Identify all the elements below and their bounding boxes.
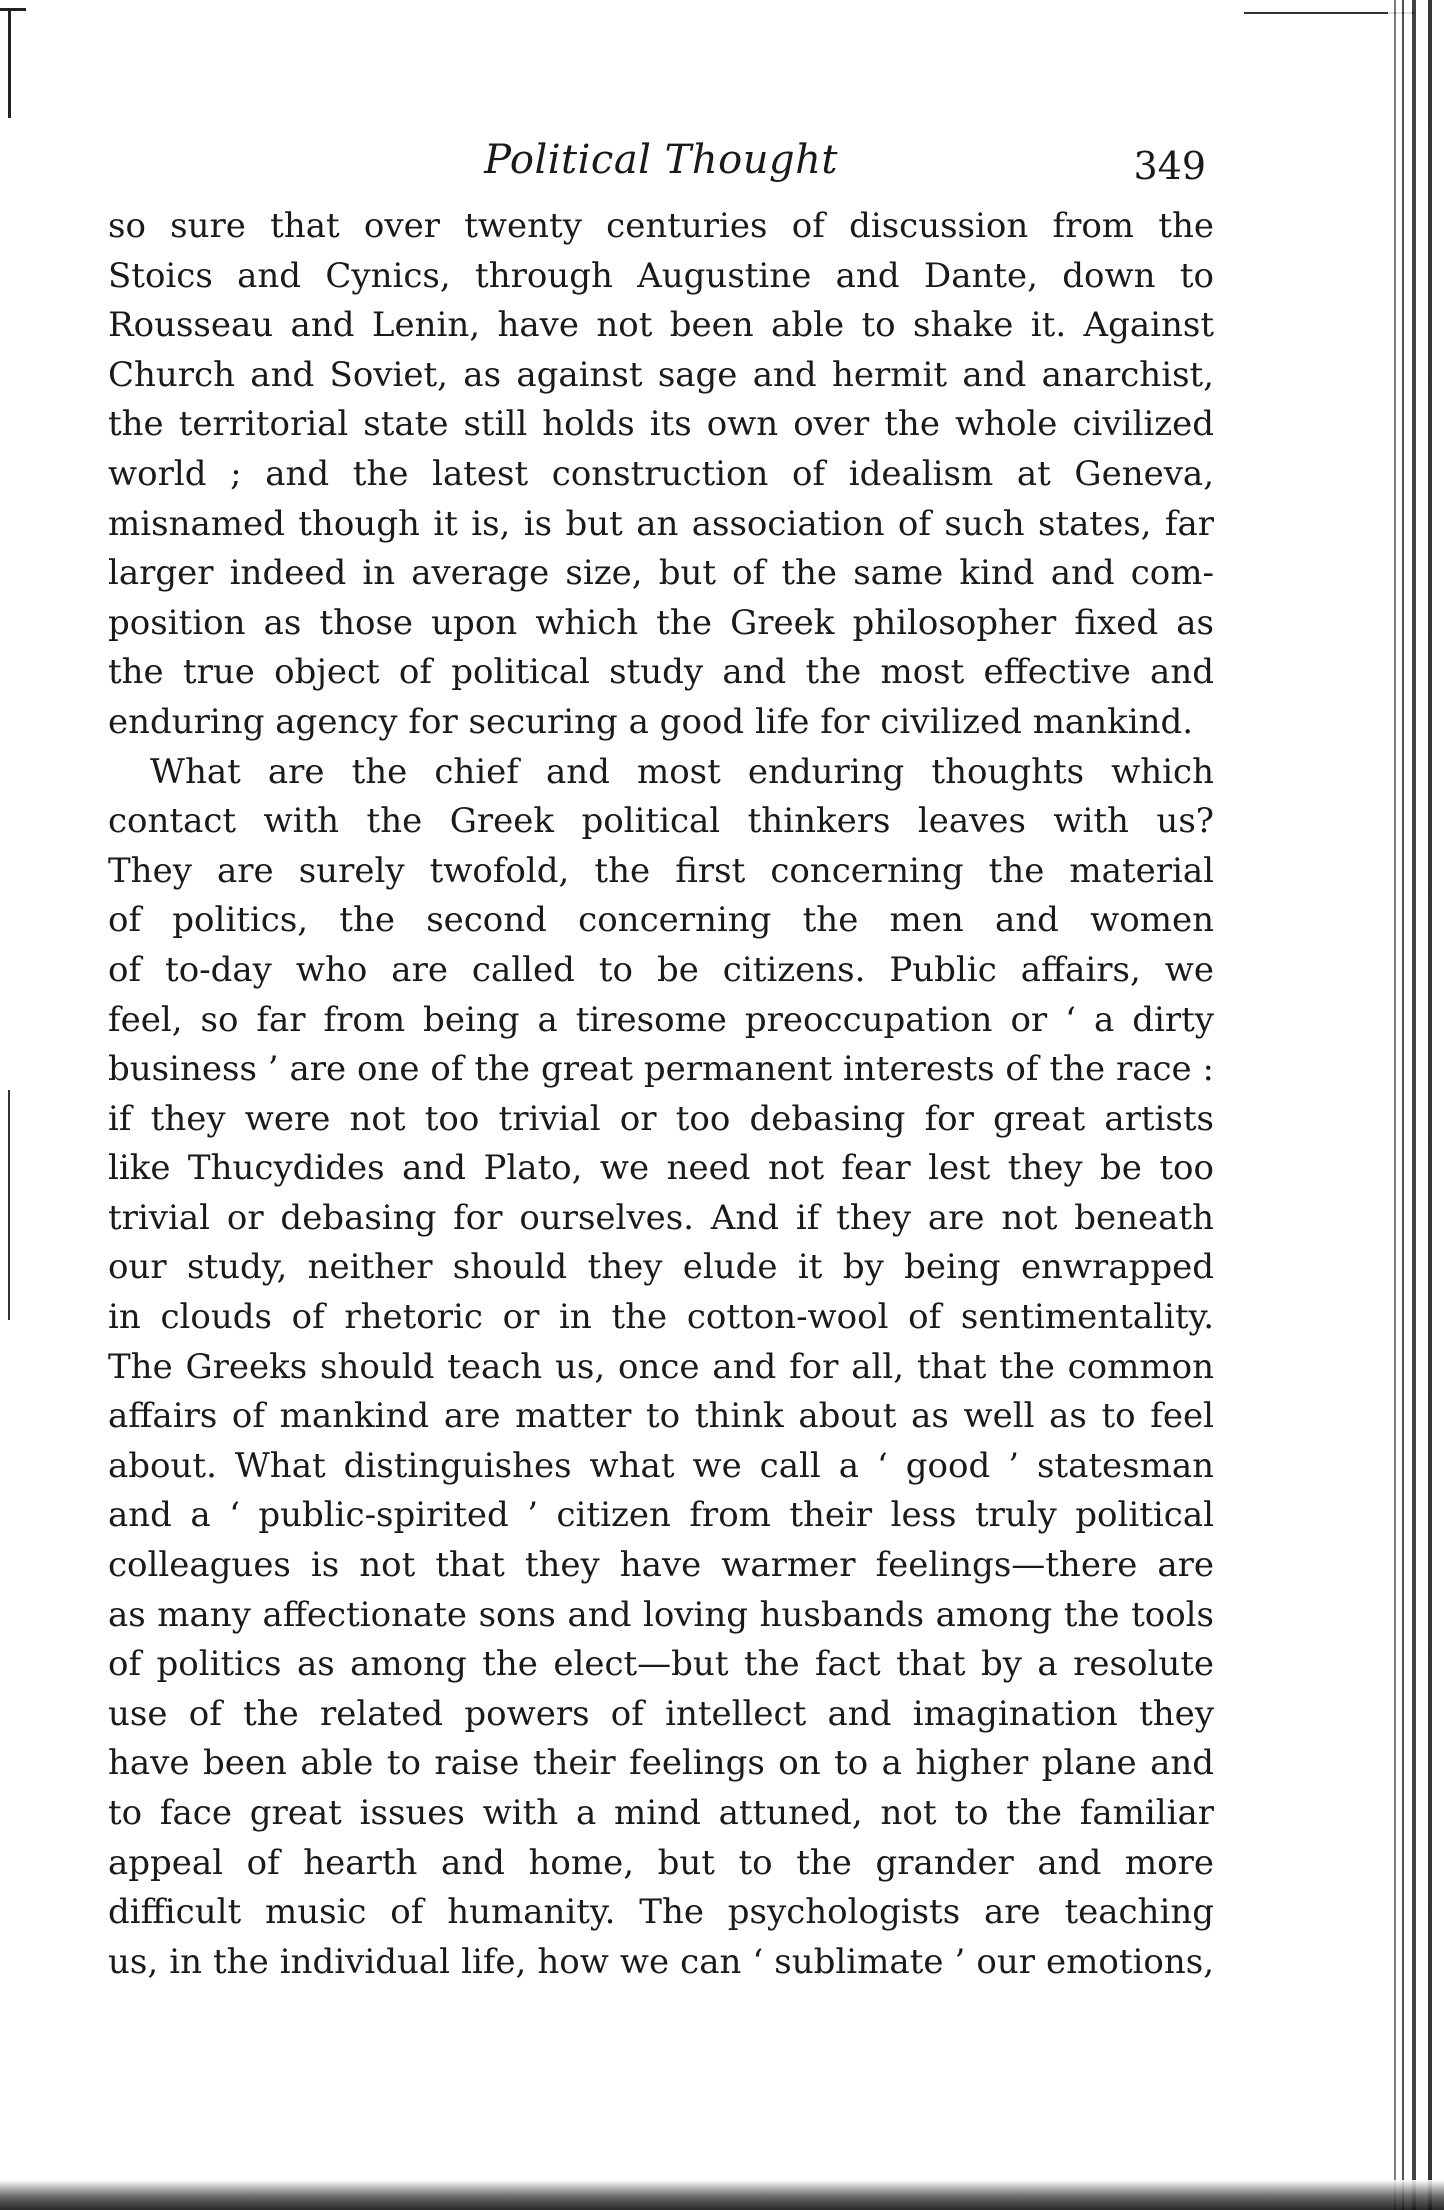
text-line: colleagues is not that they have warmer feelings—there are xyxy=(108,1545,1214,1586)
text-line: difficult music of humanity. The psychologists are teaching xyxy=(108,1892,1214,1933)
text-line: larger indeed in average size, but of the same kind and com- xyxy=(108,553,1214,594)
text-line: as many affectionate sons and loving husbands among the tools xyxy=(108,1594,1214,1635)
text-line: use of the related powers of intellect and imagination they xyxy=(108,1693,1214,1734)
book-page xyxy=(108,130,1214,1987)
text-line: and a ‘ public-spirited ’ citizen from their less truly political xyxy=(108,1495,1214,1536)
text-line: contact with the Greek political thinkers leaves with us? xyxy=(108,801,1214,842)
text-line: Church and Soviet, as against sage and hermit and anarchist, xyxy=(108,354,1214,395)
text-line: to face great issues with a mind attuned, not to the familiar xyxy=(108,1793,1214,1833)
page-number: 349 xyxy=(1133,144,1206,188)
text-line: appeal of hearth and home, but to the grander and more xyxy=(108,1842,1214,1883)
text-line: of to-day who are called to be citizens. Public affairs, we xyxy=(108,949,1214,990)
text-line: enduring agency for securing a good life for civilized mankind. xyxy=(108,701,1194,742)
scan-bottom-shadow xyxy=(0,2180,1444,2210)
text-line: They are surely twofold, the first concerning the material xyxy=(108,850,1214,891)
text-line: so sure that over twenty centuries of discussion from the xyxy=(108,206,1214,246)
scan-edge-mark xyxy=(8,8,11,118)
text-line: like Thucydides and Plato, we need not fear lest they be too xyxy=(108,1148,1214,1189)
text-line: about. What distinguishes what we call a ‘ good ’ statesman xyxy=(108,1445,1214,1486)
text-line: the territorial state still holds its own over the whole civilized xyxy=(108,404,1214,445)
text-line: affairs of mankind are matter to think about as well as to feel xyxy=(108,1396,1214,1437)
text-line: our study, neither should they elude it by being enwrapped xyxy=(108,1247,1214,1288)
text-line: What are the chief and most enduring thoughts which xyxy=(150,751,1214,792)
text-line: of politics, the second concerning the men and women xyxy=(108,900,1214,941)
text-line: us, in the individual life, how we can ‘ sublimate ’ our emotions, xyxy=(108,1941,1214,1982)
text-line: feel, so far from being a tiresome preoccupation or ‘ a dirty xyxy=(108,999,1214,1040)
text-line: Rousseau and Lenin, have not been able to shake it. Against xyxy=(108,305,1214,346)
text-line: if they were not too trivial or too debasing for great artists xyxy=(108,1098,1214,1139)
body-text xyxy=(108,202,1214,1987)
text-line: have been able to raise their feelings on to a higher plane and xyxy=(108,1743,1214,1784)
text-line: Stoics and Cynics, through Augustine and Dante, down to xyxy=(108,255,1214,296)
text-line: misnamed though it is, is but an association of such states, far xyxy=(108,503,1214,544)
text-line: in clouds of rhetoric or in the cotton-wool of sentimentality. xyxy=(108,1297,1214,1338)
scan-edge-mark xyxy=(8,1090,10,1320)
text-line: business ’ are one of the great permanent interests of the race : xyxy=(108,1049,1214,1090)
text-line: The Greeks should teach us, once and for all, that the common xyxy=(108,1346,1214,1387)
scan-edge-mark xyxy=(0,8,26,11)
text-line: trivial or debasing for ourselves. And if they are not beneath xyxy=(108,1197,1214,1238)
scan-page-edge xyxy=(1388,0,1444,2210)
text-line: the true object of political study and the most effective and xyxy=(108,652,1214,693)
text-line: position as those upon which the Greek philosopher fixed as xyxy=(108,602,1214,643)
text-line: world ; and the latest construction of idealism at Geneva, xyxy=(108,453,1214,494)
running-title: Political Thought xyxy=(484,137,838,183)
text-line: of politics as among the elect—but the fact that by a resolute xyxy=(108,1644,1214,1685)
running-head xyxy=(108,130,1214,202)
